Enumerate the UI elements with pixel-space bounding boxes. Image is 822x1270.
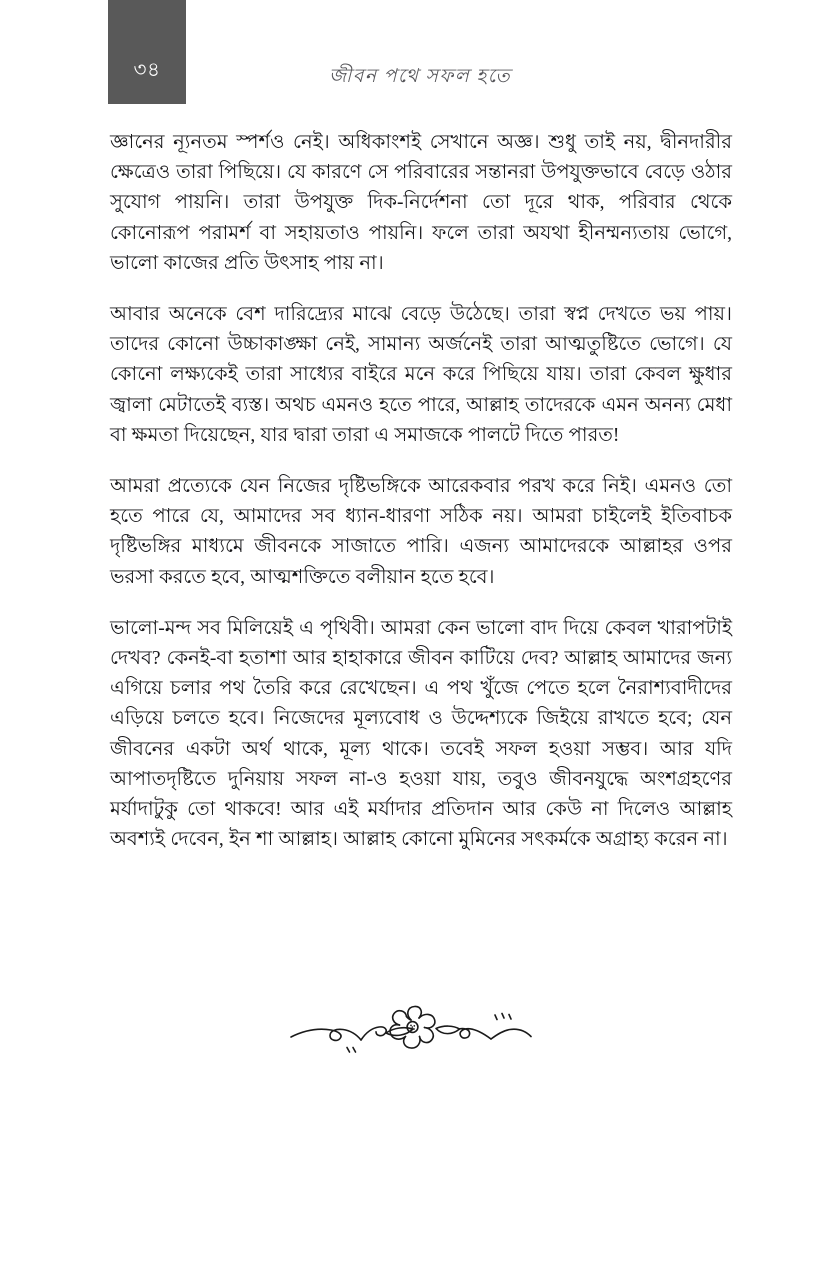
running-title: জীবন পথে সফল হতে [328,66,512,87]
page-number-box [108,0,186,104]
floral-flourish-divider-icon [287,997,535,1069]
paragraph: ভালো-মন্দ সব মিলিয়েই এ পৃথিবী। আমরা কেন ভালো বাদ দিয়ে কেবল খারাপটাই দেখব? কেনই-বা হতাশা আর হাহাকারে জীবন কাটিয়ে দেব? আল্লাহ আমাদের জন্য এগিয়ে চলার পথ তৈরি করে রেখেছেন। এ পথ খুঁজে পেতে হলে নৈরাশ্যবাদীদের এড়িয়ে চলতে হবে। নিজেদের মূল্যবোধ ও উদ্দেশ্যকে জিইয়ে রাখতে হবে; যেন জীবনের একটা অর্থ থাকে, মূল্য থাকে। তবেই সফল হওয়া সম্ভব। আর যদি আপাতদৃষ্টিতে দুনিয়ায় সফল না-ও হওয়া যায়, তবুও জীবনযুদ্ধে অংশগ্রহণের মর্যাদাটুকু তো থাকবে! আর এই মর্যাদার প্রতিদান আর কেউ না দিলেও আল্লাহ অবশ্যই দেবেন, ইন শা আল্লাহ। আল্লাহ কোনো মুমিনের সৎকর্মকে অগ্রাহ্য করেন না। [110,617,732,851]
body-text-block [110,128,732,855]
paragraph: জ্ঞানের ন্যূনতম স্পর্শও নেই। অধিকাংশই সেখানে অজ্ঞ। শুধু তাই নয়, দ্বীনদারীর ক্ষেত্রেও তারা পিছিয়ে। যে কারণে সে পরিবারের সন্তানরা উপযুক্তভাবে বেড়ে ওঠার সুযোগ পায়নি। তারা উপযুক্ত দিক-নির্দেশনা তো দূরে থাক, পরিবার থেকে কোনোরূপ পরামর্শ বা সহায়তাও পায়নি। ফলে তারা অযথা হীনম্মন্যতায় ভোগে, ভালো কাজের প্রতি উৎসাহ পায় না। [110,132,732,274]
paragraph: আবার অনেকে বেশ দারিদ্র্যের মাঝে বেড়ে উঠেছে। তারা স্বপ্ন দেখতে ভয় পায়। তাদের কোনো উচ্চাকাঙ্ক্ষা নেই, সামান্য অর্জনেই তারা আত্মতুষ্টিতে ভোগে। যে কোনো লক্ষ্যকেই তারা সাধ্যের বাইরে মনে করে পিছিয়ে যায়। তারা কেবল ক্ষুধার জ্বালা মেটাতেই ব্যস্ত। অথচ এমনও হতে পারে, আল্লাহ তাদেরকে এমন অনন্য মেধা বা ক্ষমতা দিয়েছেন, যার দ্বারা তারা এ সমাজকে পালটে দিতে পারত! [110,304,732,446]
page-number: ৩৪ [133,59,161,81]
paragraph: আমরা প্রত্যেকে যেন নিজের দৃষ্টিভঙ্গিকে আরেকবার পরখ করে নিই। এমনও তো হতে পারে যে, আমাদের সব ধ্যান-ধারণা সঠিক নয়। আমরা চাইলেই ইতিবাচক দৃষ্টিভঙ্গির মাধ্যমে জীবনকে সাজাতে পারি। এজন্য আমাদেরকে আল্লাহর ওপর ভরসা করতে হবে, আত্মশক্তিতে বলীয়ান হতে হবে। [110,476,732,588]
